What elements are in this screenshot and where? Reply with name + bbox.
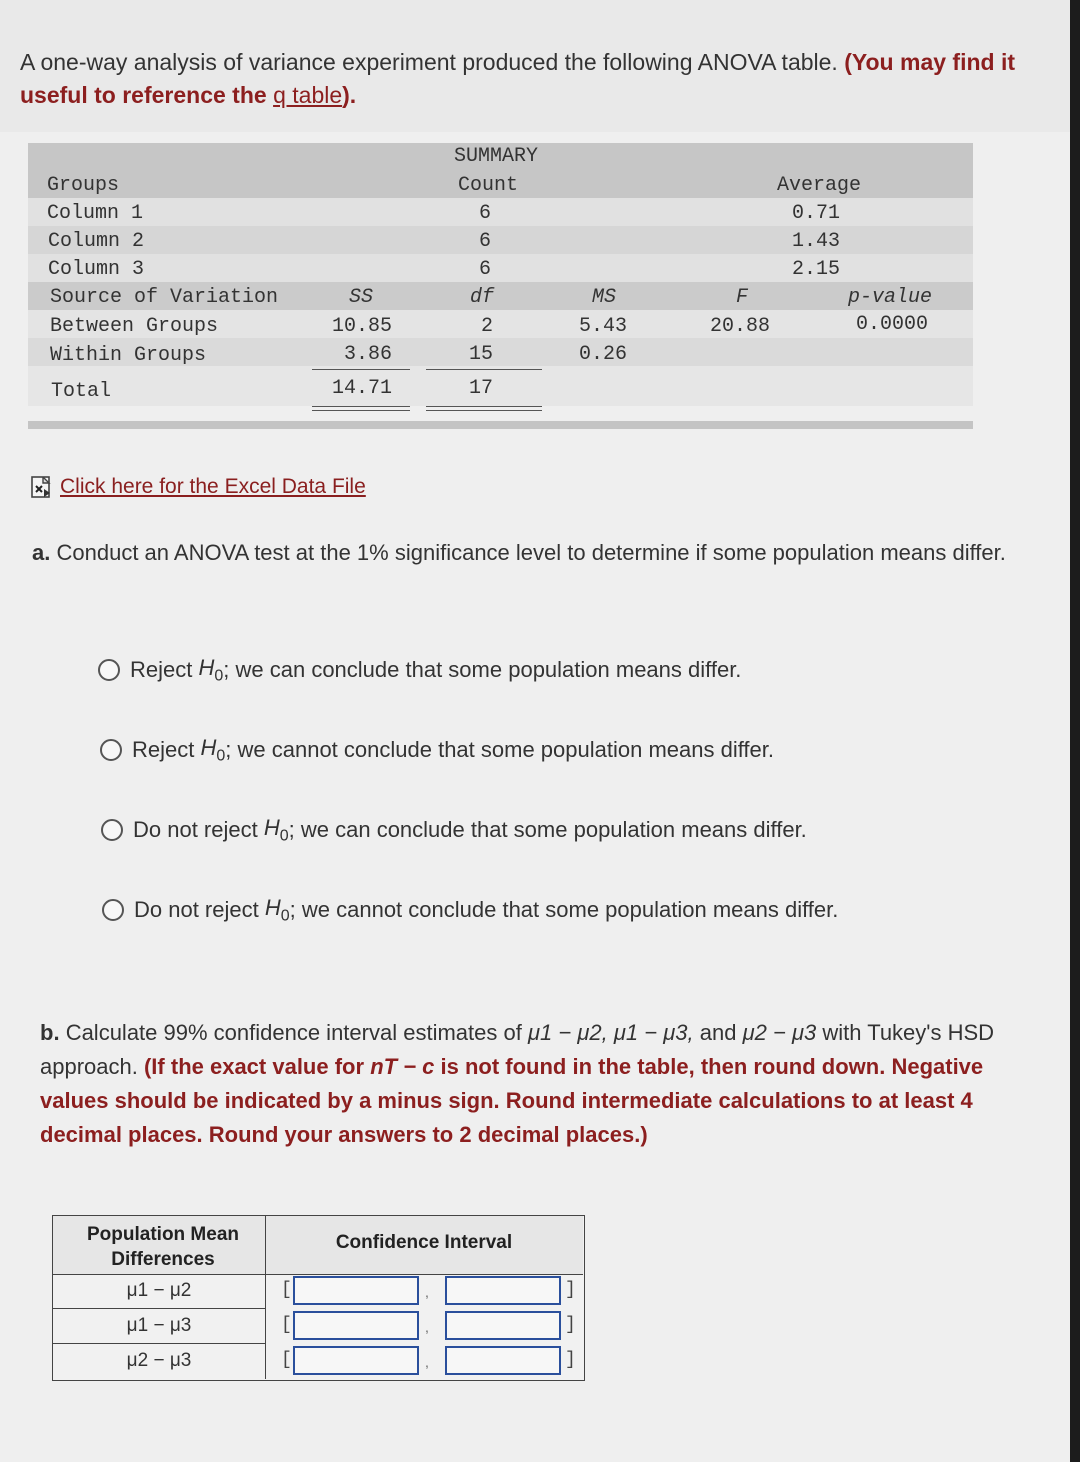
anova-ss: 3.86 [344, 343, 393, 366]
table-row: μ1 − μ3 [ , ] [53, 1309, 583, 1344]
excel-file-icon [30, 475, 56, 499]
f-header: F [736, 286, 749, 309]
difference-label: μ2 − μ3 [126, 1350, 192, 1371]
summary-average: 0.71 [792, 202, 841, 225]
p-value-header: p-value [848, 286, 933, 309]
summary-count: 6 [479, 230, 492, 253]
anova-source: Between Groups [50, 315, 219, 338]
source-header: Source of Variation [50, 286, 279, 309]
table-row: μ2 − μ3 [ , ] [53, 1344, 583, 1379]
summary-group: Column 3 [48, 258, 145, 281]
table-row: μ1 − μ2 [ , ] [53, 1274, 583, 1309]
subtotal-rule [312, 369, 410, 370]
summary-count: 6 [479, 202, 492, 225]
anova-source: Total [51, 380, 112, 403]
anova-f: 20.88 [710, 315, 771, 338]
anova-df: 15 [469, 343, 494, 366]
ms-header: MS [592, 286, 617, 309]
anova-ss: 14.71 [332, 377, 393, 400]
df-header: df [470, 286, 495, 309]
anova-ms: 0.26 [579, 343, 628, 366]
option-reject-can-conclude[interactable]: Reject $H_0$ ; we can conclude that some population means differ. [98, 655, 741, 685]
population-mean-differences-header: Population Mean Differences [87, 1224, 239, 1270]
groups-header: Groups [47, 174, 120, 197]
ci-table-header [53, 1216, 583, 1275]
total-double-rule [312, 406, 410, 411]
intro-text: A one-way analysis of variance experiment produced the following ANOVA table. (You may find it useful to reference the q table). [20, 49, 1016, 108]
excel-data-file-link[interactable]: Click here for the Excel Data File [30, 475, 366, 499]
count-header: Count [458, 174, 519, 197]
anova-p-value: 0.0000 [856, 313, 929, 336]
total-double-rule [426, 406, 542, 411]
anova-df: 2 [481, 315, 494, 338]
lower-bound-input[interactable] [293, 1311, 419, 1340]
subtotal-rule [426, 369, 542, 370]
anova-df: 17 [469, 377, 494, 400]
summary-average: 1.43 [792, 230, 841, 253]
difference-label: μ1 − μ2 [126, 1280, 192, 1301]
lower-bound-input[interactable] [293, 1346, 419, 1375]
confidence-interval-table [52, 1215, 585, 1381]
anova-source: Within Groups [50, 344, 207, 367]
summary-group: Column 1 [47, 202, 144, 225]
confidence-interval-header: Confidence Interval [335, 1232, 513, 1253]
upper-bound-input[interactable] [445, 1311, 561, 1340]
upper-bound-input[interactable] [445, 1276, 561, 1305]
anova-ss: 10.85 [332, 315, 393, 338]
ss-header: SS [349, 286, 374, 309]
option-reject-cannot-conclude[interactable]: Reject $H_0$ ; we cannot conclude that some population means differ. [100, 735, 774, 765]
radio-button[interactable] [101, 819, 123, 841]
radio-button[interactable] [100, 739, 122, 761]
summary-group: Column 2 [48, 230, 145, 253]
summary-title: SUMMARY [454, 145, 539, 168]
anova-ms: 5.43 [579, 315, 628, 338]
summary-count: 6 [479, 258, 492, 281]
anova-table [28, 143, 973, 433]
q-table-link[interactable]: q table [273, 82, 343, 108]
average-header: Average [777, 174, 862, 197]
lower-bound-input[interactable] [293, 1276, 419, 1305]
radio-button[interactable] [98, 659, 120, 681]
upper-bound-input[interactable] [445, 1346, 561, 1375]
option-do-not-reject-cannot-conclude[interactable]: Do not reject $H_0$ ; we cannot conclude that some population means differ. [102, 895, 838, 925]
summary-average: 2.15 [792, 258, 841, 281]
question-a: a. Conduct an ANOVA test at the 1% significance level to determine if some population means differ. [32, 540, 1006, 565]
option-do-not-reject-can-conclude[interactable]: Do not reject $H_0$ ; we can conclude that some population means differ. [101, 815, 807, 845]
radio-button[interactable] [102, 899, 124, 921]
difference-label: μ1 − μ3 [126, 1315, 192, 1336]
photo-edge [1070, 0, 1080, 1462]
question-b: b. Calculate 99% confidence interval estimates of μ1 − μ2, μ1 − μ3, and μ2 − μ3 with Tukey's HSD approach. (If the exact value for nT − c is not found in the table, then round down. Negative values should be indicated by a minus sign. Round intermediate calculations to at least 4 decimal places. Round your answers to 2 decimal places.) [40, 1020, 995, 1147]
